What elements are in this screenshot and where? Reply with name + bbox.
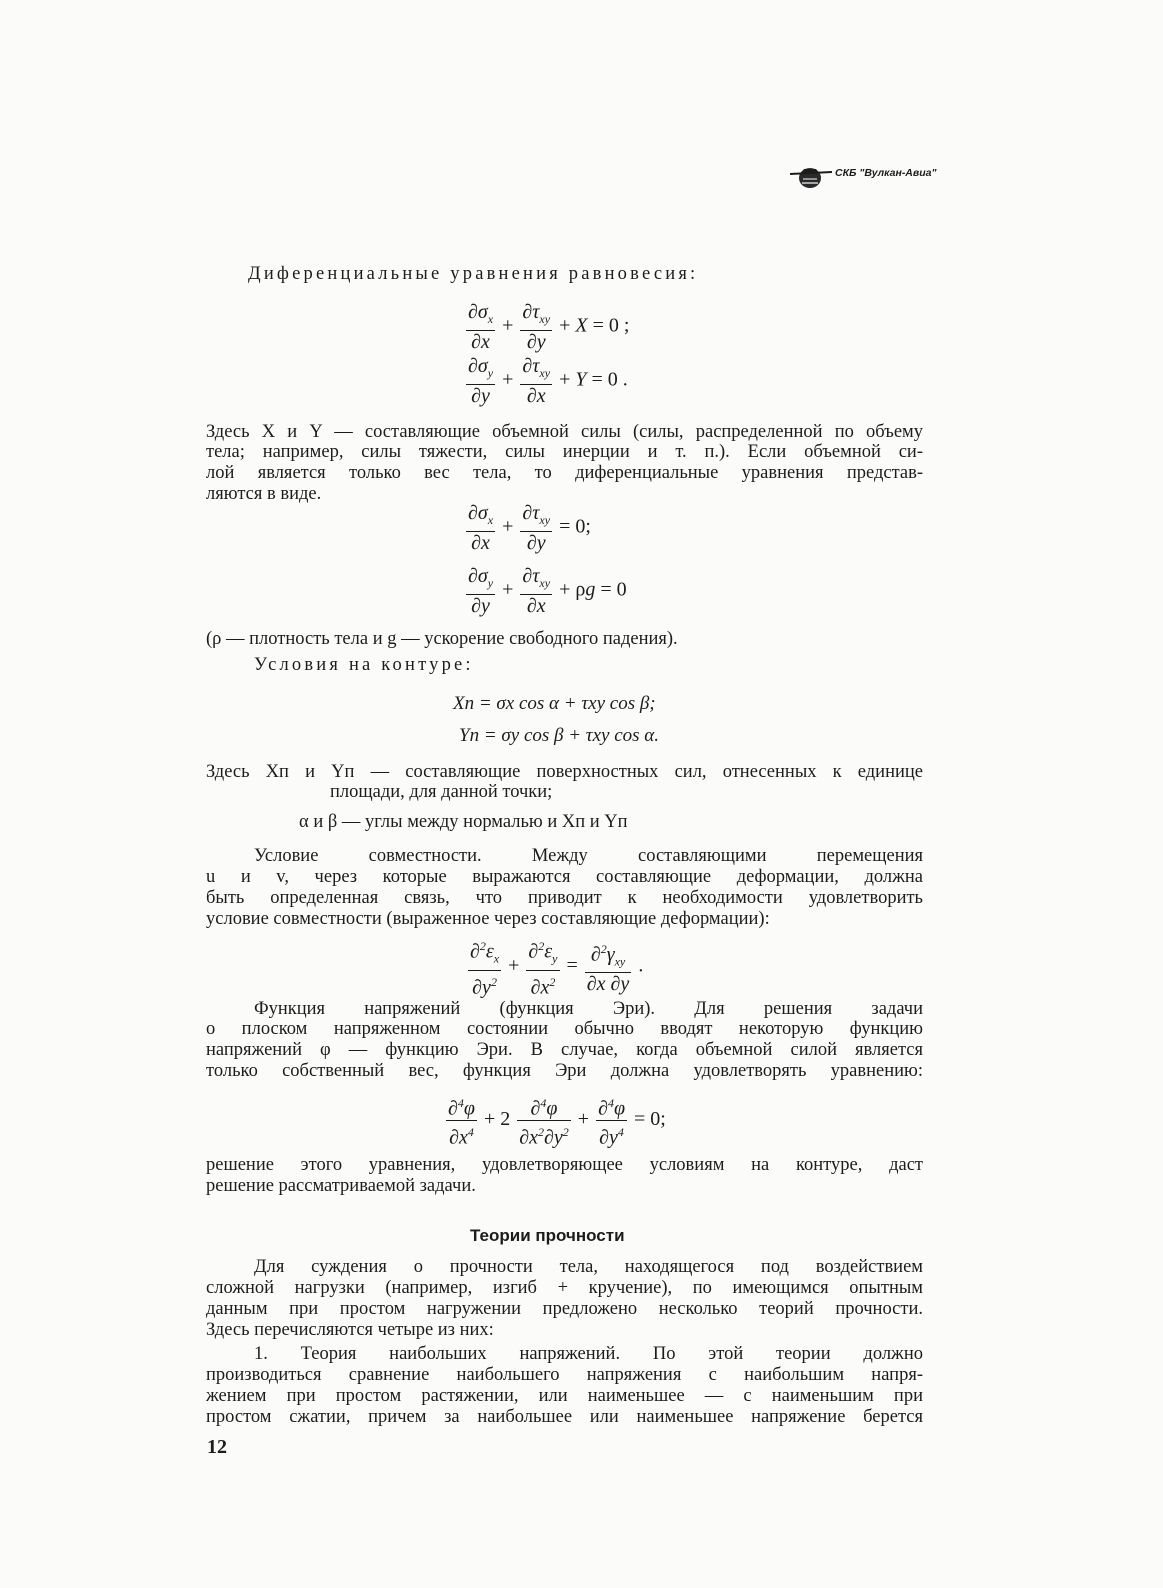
equation-6: Yп = σy cos β + τxy cos α. (459, 725, 660, 746)
section-heading: Теории прочности (470, 1226, 625, 1245)
text-line: условие совместности (выраженное через составляющие деформации): (206, 909, 770, 929)
text-line: напряжений φ — функцию Эри. В случае, когда объемной силой является (206, 1040, 923, 1060)
equation-5: Xп = σx cos α + τxy cos β; (453, 693, 656, 714)
text-line: Здесь перечисляются четыре из них: (206, 1320, 494, 1340)
text-line: Диференциальные уравнения равновесия: (248, 264, 699, 284)
text-line: ляются в виде. (206, 484, 322, 504)
text-line: Условия на контуре: (254, 655, 474, 675)
text-line: решение этого уравнения, удовлетворяющее условиям на контуре, даст (206, 1155, 923, 1175)
text-line: только собственный вес, функция Эри должна удовлетворять уравнению: (206, 1061, 923, 1081)
text-line: Для суждения о прочности тела, находящегося под воздействием (254, 1257, 923, 1277)
equation-3: $\frac{\partial\sigma_x}{\partial x}$ + $\frac{\partial\tau_{xy}}{\partial y}$ = 0; (468, 502, 591, 554)
text-line: быть определенная связь, что приводит к необходимости удовлетворить (206, 888, 923, 908)
text-line: тела; например, силы тяжести, силы инерции и т. п.). Если объемной си- (206, 442, 923, 462)
text-line: жением при простом растяжении, или наименьшее — с наименьшим при (206, 1386, 923, 1406)
text-line: α и β — углы между нормалью и Xп и Yп (299, 812, 628, 832)
text-line: площади, для данной точки; (330, 782, 553, 802)
equation-2: $\frac{\partial\sigma_y}{\partial y}$ + $\frac{\partial\tau_{xy}}{\partial x}$ + Y = 0 . (468, 355, 628, 407)
text-line: 1. Теория наибольших напряжений. По этой теории должно (254, 1344, 923, 1364)
text-line: решение рассматриваемой задачи. (206, 1176, 476, 1196)
airplane-logo-icon (788, 161, 834, 199)
equation-1: $\frac{\partial\sigma_x}{\partial x}$ + $\frac{\partial\tau_{xy}}{\partial y}$ + X = 0 ; (468, 301, 630, 353)
text-line: данным при простом нагружении предложено несколько теорий прочности. (206, 1299, 923, 1319)
equation-8: $\frac{\partial^4\varphi}{\partial x^4}$ + 2 $\frac{\partial^4\varphi}{\partial x^2\partial y^2}$ + $\frac{\partial^4\varphi}{\partial y^4}$ = 0; (444, 1093, 666, 1147)
text-line: Здесь Xп и Yп — составляющие поверхностных сил, отнесенных к единице (206, 762, 923, 782)
text-line: Здесь X и Y — составляющие объемной силы (силы, распределенной по объему (206, 422, 923, 442)
text-line: u и v, через которые выражаются составляющие деформации, должна (206, 867, 923, 887)
equation-7: $\frac{\partial^2\varepsilon_x}{\partial y^2}$ + $\frac{\partial^2\varepsilon_y}{\partial x^2}$ = $\frac{\partial^2\gamma_{xy}}{\partial x \partial y}$ . (466, 936, 643, 997)
text-line: Функция напряжений (функция Эри). Для решения задачи (254, 999, 923, 1019)
page-number: 12 (207, 1436, 227, 1458)
text-line: (ρ — плотность тела и g — ускорение свободного падения). (206, 629, 678, 649)
equation-4: $\frac{\partial\sigma_y}{\partial y}$ + $\frac{\partial\tau_{xy}}{\partial x}$ + ρg = 0 (468, 565, 627, 617)
text-line: простом сжатии, причем за наибольшее или наименьшее напряжение берется (206, 1407, 923, 1427)
text-line: о плоском напряженном состоянии обычно вводят некоторую функцию (206, 1019, 923, 1039)
text-line: Условие совместности. Между составляющими перемещения (254, 846, 923, 866)
text-line: производиться сравнение наибольшего напряжения с наибольшим напря- (206, 1365, 923, 1385)
logo-text: СКБ "Вулкан-Авиа" (835, 167, 937, 179)
text-line: лой является только вес тела, то диференциальные уравнения представ- (206, 463, 923, 483)
text-line: сложной нагрузки (например, изгиб + кручение), по имеющимся опытным (206, 1278, 923, 1298)
